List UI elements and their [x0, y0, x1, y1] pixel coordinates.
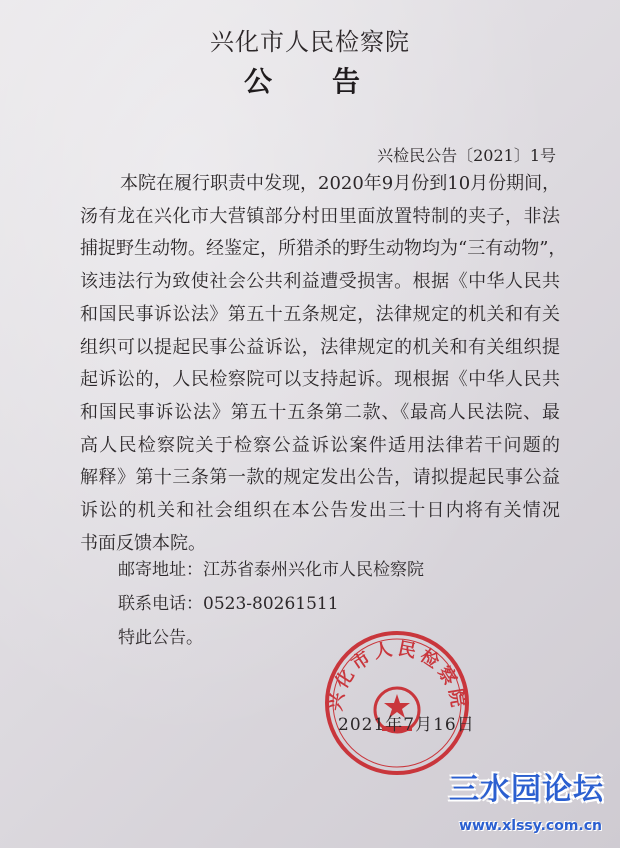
organization-title: 兴化市人民检察院 [210, 28, 410, 56]
body-line: 本院在履行职责中发现，2020年9月份到10月份期间， [120, 173, 561, 194]
body-line: 和国民事诉讼法》第五十五条规定，法律规定的机关和有关 [80, 303, 560, 325]
body-line: 诉讼的机关和社会组织在本公告发出三十日内将有关情况 [80, 500, 560, 522]
body-line: 捕捉野生动物。经鉴定，所猎杀的野生动物均为“三有动物”， [80, 238, 567, 260]
document-title: 公 告 [243, 65, 376, 98]
site-watermark: 三水园论坛 [449, 772, 604, 807]
closing-statement: 特此公告。 [118, 628, 203, 648]
body-line: 起诉讼的，人民检察院可以支持起诉。现根据《中华人民共 [80, 369, 560, 391]
body-line: 汤有龙在兴化市大营镇部分村田里面放置特制的夹子，非法 [80, 205, 560, 227]
body-line: 书面反馈本院。 [80, 532, 206, 554]
body-line: 该违法行为致使社会公共利益遭受损害。根据《中华人民共 [80, 271, 560, 293]
notice-body [80, 168, 567, 560]
mailing-address: 邮寄地址：江苏省泰州兴化市人民检察院 [118, 560, 424, 580]
document-number: 兴检民公告〔2021〕1号 [377, 146, 556, 165]
contact-phone: 联系电话：0523-80261511 [118, 594, 339, 614]
official-seal-icon [322, 628, 472, 778]
body-line: 组织可以提起民事公益诉讼，法律规定的机关和有关组织提 [80, 336, 560, 358]
svg-text:兴化市人民检察院: 兴化市人民检察院 [325, 638, 469, 713]
site-watermark-url: www.xlssy.com.cn [459, 818, 602, 834]
body-line: 高人民检察院关于检察公益诉讼案件适用法律若干问题的 [80, 434, 560, 456]
body-line: 解释》第十三条第一款的规定发出公告，请拟提起民事公益 [80, 467, 560, 489]
signature-date: 2021年7月16日 [338, 715, 475, 735]
body-line: 和国民事诉讼法》第五十五条第二款、《最高人民法院、最 [80, 401, 560, 423]
